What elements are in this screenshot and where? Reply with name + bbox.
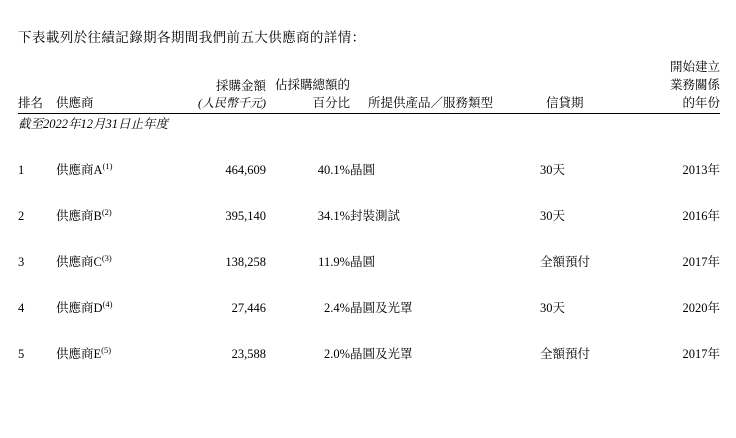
cell-start-year: 2020年 bbox=[682, 301, 720, 316]
footnote-marker: (3) bbox=[101, 252, 112, 263]
cell-product-type: 晶圓 bbox=[350, 255, 376, 270]
cell-amount: 138,258 bbox=[225, 255, 266, 270]
column-header-supplier: 供應商 bbox=[56, 96, 94, 111]
intro-paragraph: 下表載列於往績記錄期各期間我們前五大供應商的詳情： bbox=[18, 29, 366, 45]
cell-supplier bbox=[56, 224, 168, 270]
cell-supplier bbox=[56, 178, 168, 224]
cell-credit-period: 全額預付 bbox=[540, 347, 591, 362]
cell-product-type: 封裝測試 bbox=[350, 209, 401, 224]
cell-start-year: 2017年 bbox=[682, 255, 720, 270]
cell-product-type: 晶圓及光罩 bbox=[350, 301, 413, 316]
cell-start-year: 2016年 bbox=[682, 209, 720, 224]
column-header-credit-period: 信貸期 bbox=[546, 96, 584, 111]
cell-supplier bbox=[56, 316, 168, 362]
top-suppliers-table bbox=[18, 58, 720, 362]
cell-percent: 40.1% bbox=[317, 163, 350, 178]
cell-percent: 34.1% bbox=[317, 209, 350, 224]
cell-rank: 5 bbox=[18, 347, 25, 362]
cell-credit-period: 30天 bbox=[540, 301, 566, 316]
cell-percent: 11.9% bbox=[318, 255, 350, 270]
cell-percent: 2.4% bbox=[323, 301, 350, 316]
cell-amount: 27,446 bbox=[231, 301, 266, 316]
cell-rank: 1 bbox=[18, 163, 25, 178]
supplier-name: 供應商C bbox=[56, 255, 102, 270]
column-header-percent: 佔採購總額的 百分比 bbox=[274, 78, 350, 111]
footnote-marker: (2) bbox=[101, 206, 112, 217]
column-header-product-type: 所提供產品／服務類型 bbox=[368, 96, 494, 111]
cell-product-type: 晶圓 bbox=[350, 163, 376, 178]
cell-rank: 4 bbox=[18, 301, 25, 316]
table-row bbox=[18, 224, 720, 270]
section-label: 截至2022年12月31日止年度 bbox=[18, 117, 169, 132]
table-row bbox=[18, 132, 720, 178]
cell-supplier bbox=[56, 270, 168, 316]
cell-product-type: 晶圓及光罩 bbox=[350, 347, 413, 362]
supplier-name: 供應商B bbox=[56, 209, 102, 224]
column-header-start-year: 開始建立 業務關係 的年份 bbox=[669, 60, 720, 111]
supplier-name: 供應商D bbox=[56, 301, 103, 316]
cell-rank: 2 bbox=[18, 209, 25, 224]
cell-supplier bbox=[56, 132, 168, 178]
table-row bbox=[18, 178, 720, 224]
table-header-row bbox=[18, 58, 720, 112]
column-header-rank: 排名 bbox=[18, 96, 44, 111]
section-label-row bbox=[18, 114, 720, 133]
footnote-marker: (5) bbox=[101, 344, 112, 355]
cell-start-year: 2017年 bbox=[682, 347, 720, 362]
footnote-marker: (1) bbox=[102, 160, 113, 171]
footnote-marker: (4) bbox=[102, 298, 113, 309]
column-header-amount: 採購金額 (人民幣千元) bbox=[198, 78, 266, 110]
supplier-name: 供應商E bbox=[56, 347, 102, 362]
cell-amount: 395,140 bbox=[225, 209, 266, 224]
cell-credit-period: 30天 bbox=[540, 209, 566, 224]
table-row bbox=[18, 270, 720, 316]
cell-amount: 464,609 bbox=[225, 163, 266, 178]
cell-credit-period: 30天 bbox=[540, 163, 566, 178]
cell-percent: 2.0% bbox=[323, 347, 350, 362]
supplier-name: 供應商A bbox=[56, 163, 103, 178]
cell-start-year: 2013年 bbox=[682, 163, 720, 178]
cell-rank: 3 bbox=[18, 255, 25, 270]
cell-amount: 23,588 bbox=[231, 347, 266, 362]
cell-credit-period: 全額預付 bbox=[540, 255, 591, 270]
table-row bbox=[18, 316, 720, 362]
